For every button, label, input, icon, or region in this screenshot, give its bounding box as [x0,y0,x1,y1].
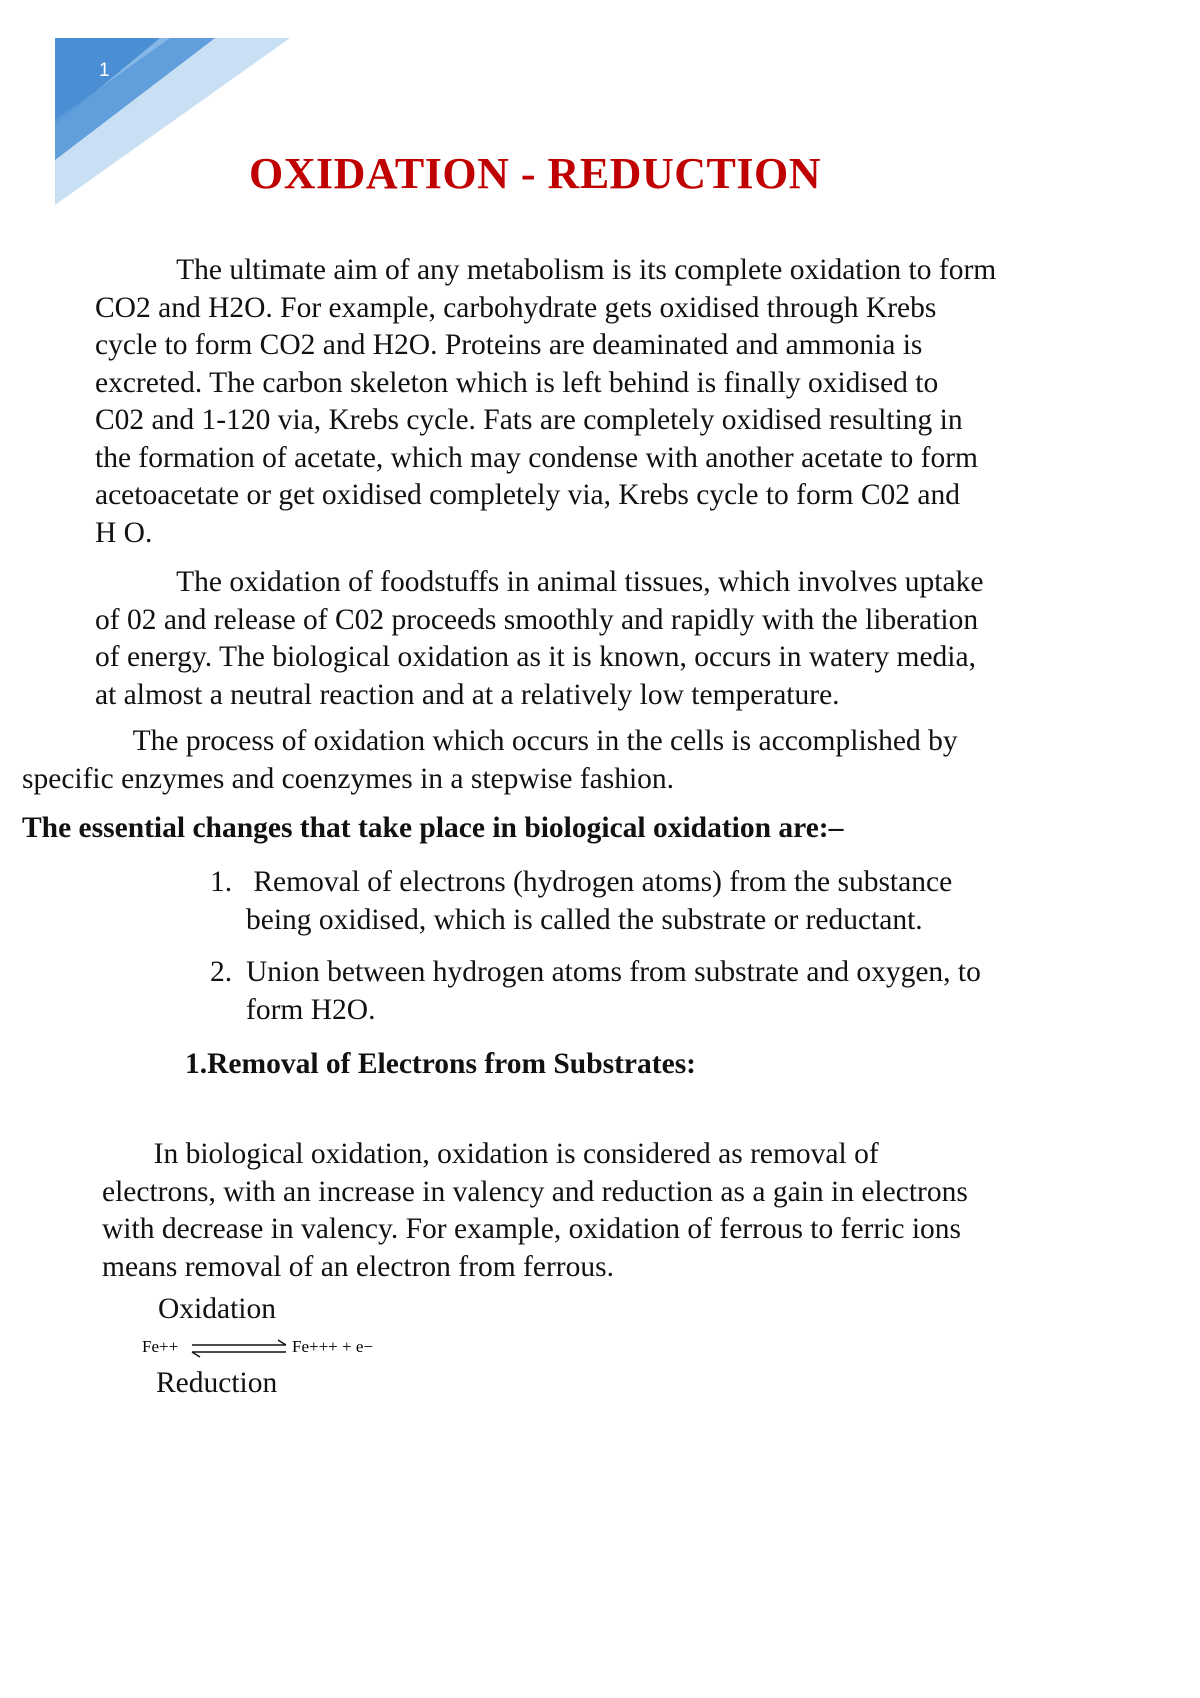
oxidation-label: Oxidation [158,1293,276,1325]
paragraph-1: The ultimate aim of any metabolism is its complete oxidation to form CO2 and H2O. For example, carbohydrate gets oxidised through Krebs cycle to form CO2 and H2O. Proteins are deaminated and ammonia is excreted. The carbon skeleton which is left behind is finally oxidised to C02 and 1-120 via, Krebs cycle. Fats are completely oxidised resulting in the formation of acetate, which may condense with another acetate to form acetoacetate or get oxidised completely via, Krebs cycle to form C02 and H O. [95,254,997,549]
paragraph-3: The process of oxidation which occurs in the cells is accomplished by specific enzymes and coenzymes in a stepwise fashion. [22,725,958,795]
list-number: 1. [210,866,233,898]
equation-left: Fe++ [142,1337,179,1356]
equation-right: Fe+++ + e− [292,1337,373,1356]
paragraph-2: The oxidation of foodstuffs in animal tissues, which involves uptake of 02 and release of C02 proceeds smoothly and rapidly with the liberation of energy. The biological oxidation as it is known, occurs in watery media, at almost a neutral reaction and at a relatively low temperature. [95,566,984,711]
reduction-label: Reduction [156,1367,278,1399]
list-number: 2. [210,956,233,988]
page-title: OXIDATION - REDUCTION [249,149,821,198]
page-number: 1 [99,60,110,81]
sub-heading: 1.Removal of Electrons from Substrates: [185,1048,696,1080]
paragraph-4: In biological oxidation, oxidation is considered as removal of electrons, with an increase in valency and reduction as a gain in electrons with decrease in valency. For example, oxidation of ferrous to ferric ions means removal of an electron from ferrous. [102,1138,968,1283]
redox-equation [140,1330,410,1370]
section-heading: The essential changes that take place in biological oxidation are:– [22,812,844,844]
